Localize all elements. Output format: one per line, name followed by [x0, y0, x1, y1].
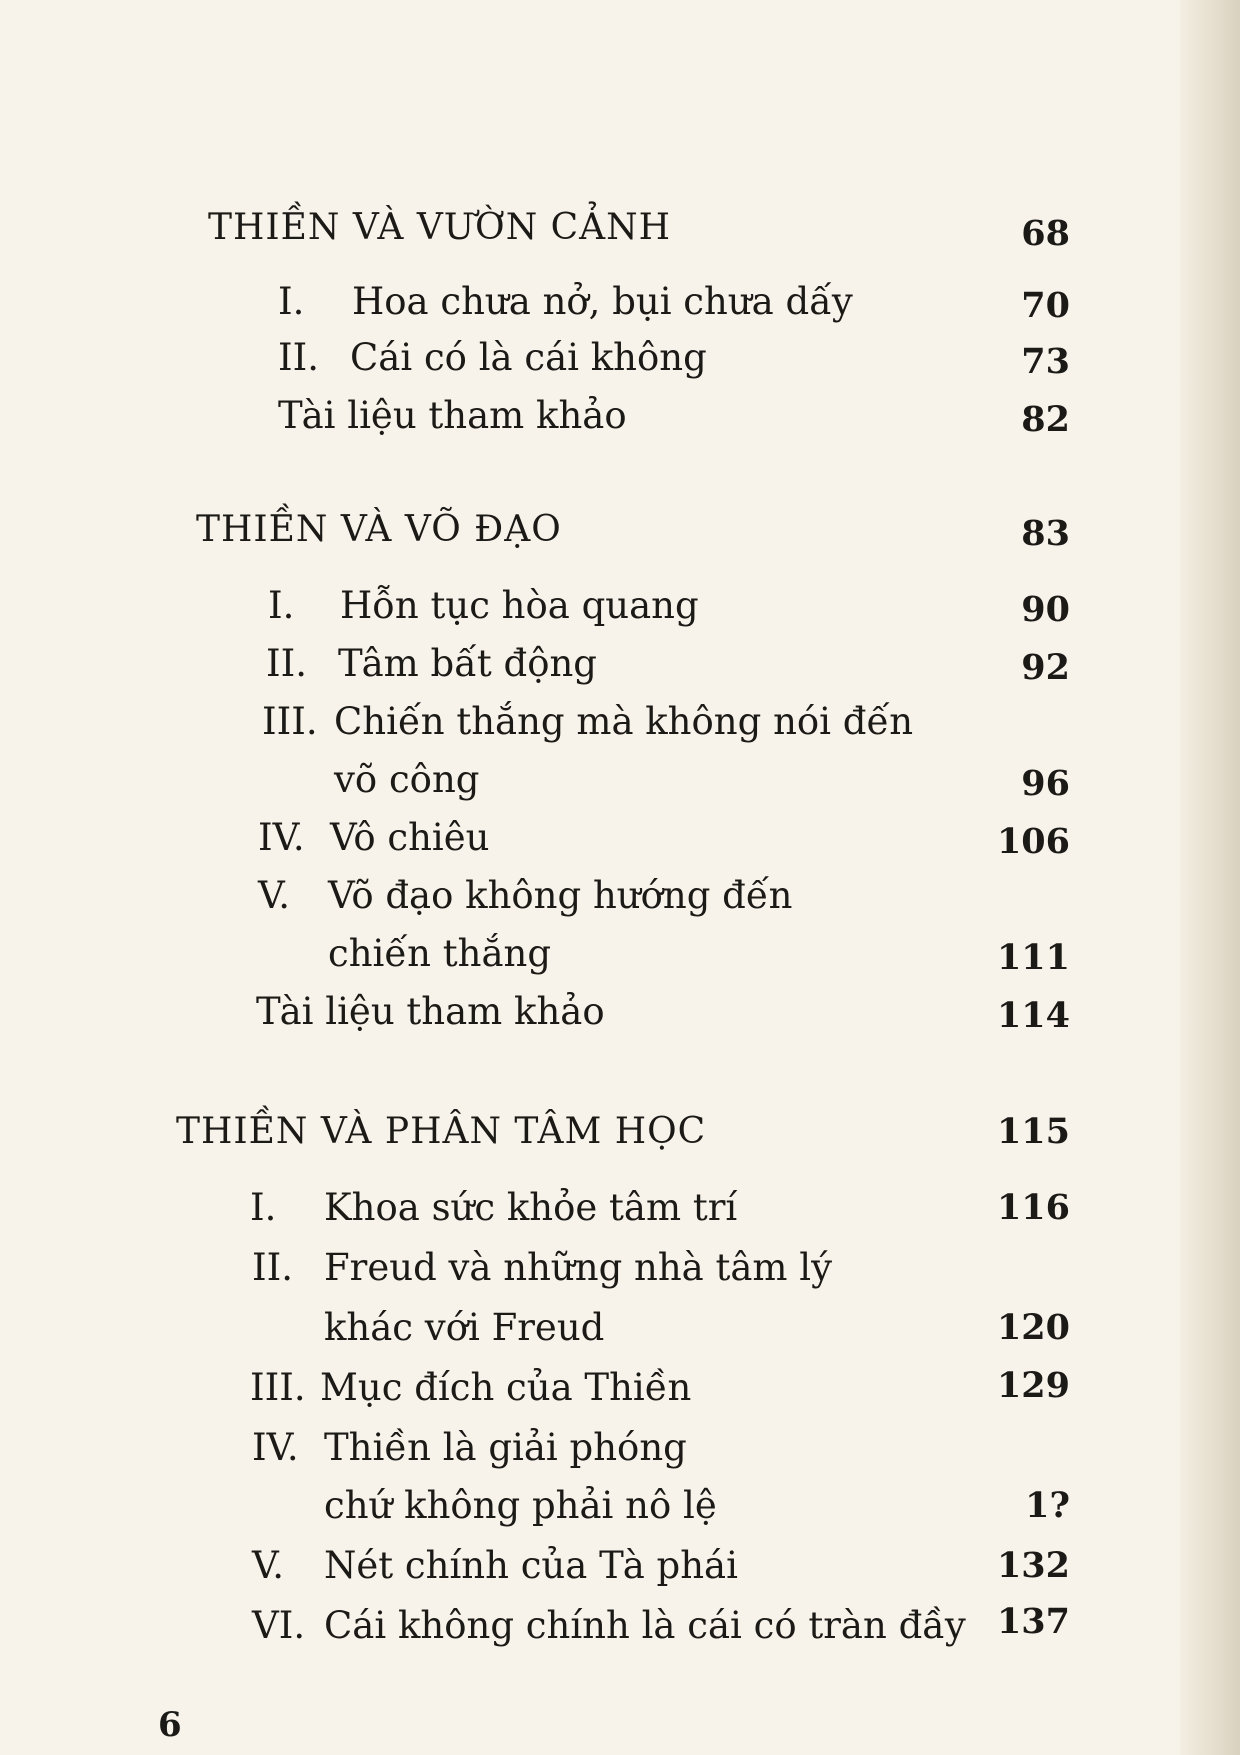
toc-entry-page: 132 — [996, 1545, 1070, 1586]
toc-entry-number: II. — [266, 642, 307, 685]
toc-entry-text-continued: chứ không phải nô lệ — [324, 1484, 717, 1527]
toc-entry-text-continued: khác với Freud — [324, 1306, 605, 1349]
toc-entry-page: 96 — [1021, 763, 1070, 804]
toc-entry-page: 70 — [1021, 285, 1070, 326]
toc-entry-page: 114 — [996, 995, 1070, 1036]
toc-entry-text: Thiền là giải phóng — [324, 1426, 687, 1469]
section-page-number: 83 — [1021, 513, 1070, 554]
toc-entry-number: III. — [250, 1366, 306, 1409]
toc-entry-text: Mục đích của Thiền — [320, 1366, 692, 1409]
toc-entry-text: Tâm bất động — [338, 642, 597, 685]
toc-entry-number: I. — [250, 1186, 277, 1229]
section-page-number: 68 — [1021, 213, 1070, 254]
toc-entry-number: V. — [258, 874, 291, 917]
toc-entry-page: 82 — [1021, 399, 1070, 440]
toc-entry-text: Freud và những nhà tâm lý — [324, 1246, 833, 1289]
toc-entry-page: 120 — [996, 1307, 1070, 1348]
toc-entry-number: V. — [252, 1544, 285, 1587]
toc-entry-page: 111 — [996, 937, 1070, 978]
toc-entry-text: Cái không chính là cái có tràn đầy — [324, 1604, 966, 1647]
toc-entry-number: IV. — [258, 816, 305, 859]
toc-entry-number: II. — [278, 336, 319, 379]
toc-entry-page: 116 — [996, 1187, 1070, 1228]
section-title: THIỀN VÀ VÕ ĐẠO — [196, 509, 562, 550]
toc-entry-number: III. — [262, 700, 318, 743]
toc-entry-text: Chiến thắng mà không nói đến — [334, 700, 914, 743]
toc-entry-page: 92 — [1021, 647, 1070, 688]
section-page-number: 115 — [996, 1111, 1070, 1152]
toc-entry-text-continued: chiến thắng — [328, 932, 552, 975]
toc-entry-number: I. — [278, 280, 305, 323]
toc-entry-page: 137 — [996, 1601, 1070, 1642]
toc-entry-text-continued: võ công — [334, 758, 480, 801]
toc-entry-page: 1? — [1025, 1485, 1070, 1526]
section-title: THIỀN VÀ PHÂN TÂM HỌC — [176, 1111, 707, 1152]
toc-entry-page: 73 — [1021, 341, 1070, 382]
toc-entry-page: 129 — [996, 1365, 1070, 1406]
toc-entry-text: Tài liệu tham khảo — [256, 990, 605, 1033]
toc-entry-number: II. — [252, 1246, 293, 1289]
toc-entry-page: 106 — [996, 821, 1070, 862]
toc-entry-text: Hỗn tục hòa quang — [340, 584, 699, 627]
toc-entry-number: IV. — [252, 1426, 299, 1469]
toc-entry-page: 90 — [1021, 589, 1070, 630]
toc-entry-text: Vô chiêu — [330, 816, 490, 859]
toc-entry-number: VI. — [252, 1604, 306, 1647]
toc-entry-text: Tài liệu tham khảo — [278, 394, 627, 437]
toc-entry-number: I. — [268, 584, 295, 627]
page-folio-number: 6 — [158, 1705, 182, 1745]
toc-entry-text: Khoa sức khỏe tâm trí — [324, 1186, 738, 1229]
toc-entry-text: Hoa chưa nở, bụi chưa dấy — [352, 280, 853, 323]
toc-entry-text: Cái có là cái không — [350, 336, 707, 379]
toc-entry-text: Võ đạo không hướng đến — [328, 874, 793, 917]
toc-entry-text: Nét chính của Tà phái — [324, 1544, 738, 1587]
section-title: THIỀN VÀ VƯỜN CẢNH — [208, 207, 672, 248]
